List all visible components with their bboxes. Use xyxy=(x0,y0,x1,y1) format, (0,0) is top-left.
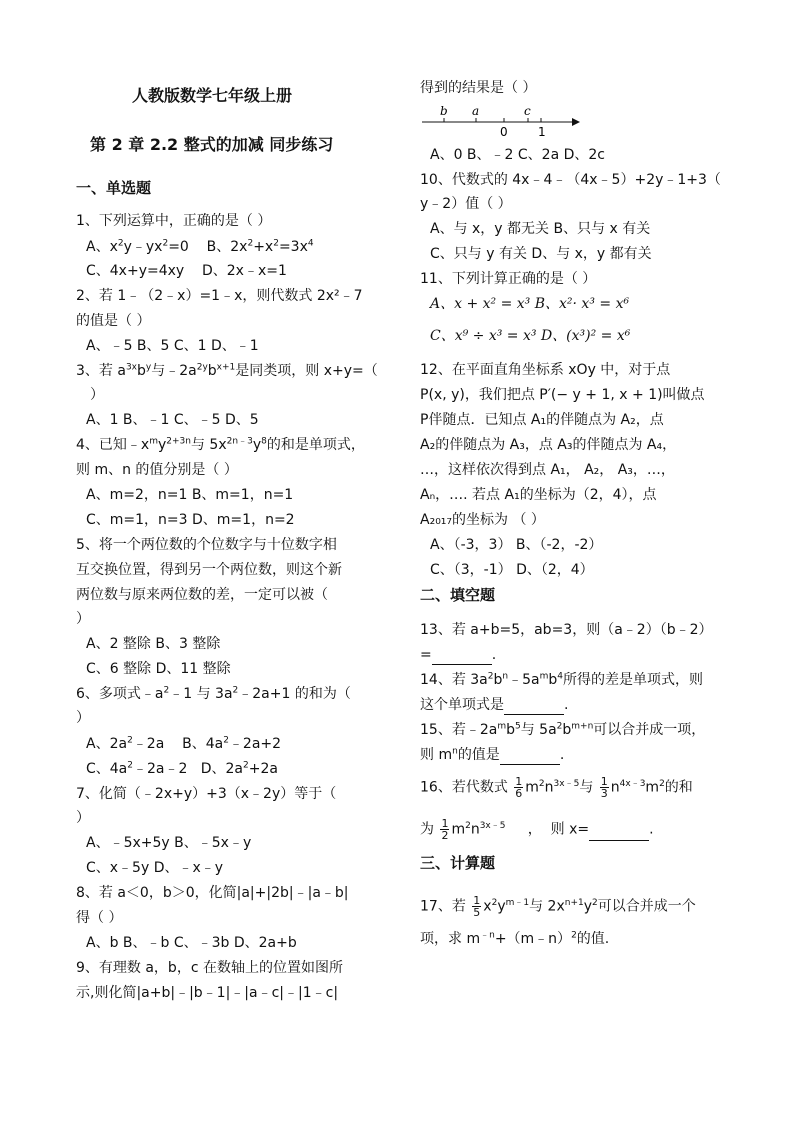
question-9-line-1: 9、有理数 a，b，c 在数轴上的位置如图所 xyxy=(76,960,343,976)
question-6-options-cd: C、$4a^2﹣2a﹣2$ D、$2a^2+2a$ xyxy=(86,760,278,777)
question-8-line-2: 得（ ） xyxy=(76,910,123,926)
question-6-options-ab: A、$2a^2﹣2a$ B、$4a^2﹣2a+2$ xyxy=(86,735,282,752)
number-line-figure xyxy=(420,100,590,140)
fraction-one-third: $\frac{1}{3}$ xyxy=(600,775,608,800)
label-b: b xyxy=(440,104,448,118)
question-4-options-cd: C、m=1，n=3 D、m=1，n=2 xyxy=(86,512,295,528)
fraction-one-half: $\frac{1}{2}$ xyxy=(441,817,449,842)
question-5-line-2: 互交换位置，得到另一个两位数，则这个新 xyxy=(76,562,342,578)
question-2-line-1: 2、若 1﹣（2﹣x）=1﹣x，则代数式 2x²﹣7 xyxy=(76,288,363,304)
question-5-options-cd: C、6 整除 D、11 整除 xyxy=(86,661,231,677)
label-0: 0 xyxy=(500,125,508,139)
question-13-line-2: = . xyxy=(420,647,497,663)
question-13-line-1: 13、若 a+b=5，ab=3，则（a﹣2）（b﹣2） xyxy=(420,622,713,638)
question-12-options-cd: C、（3，-1） D、（2，4） xyxy=(430,562,594,578)
question-11-options-ab: A、x + x² = x³ B、x²· x³ = x⁶ xyxy=(430,296,630,312)
question-16-line-1: 16、若代数式 $\frac{1}{6}$ $m^2n^{3x﹣5}$与 $\frac{1}{3}$ $n^{4x﹣3}m^2$的和 xyxy=(420,775,693,800)
question-16-line-2: 为 $\frac{1}{2}$ $m^2n^{3x﹣5}$ ， 则 x= . xyxy=(420,817,654,842)
question-12-line-4: A₂的伴随点为 A₃，点 A₃的伴随点为 A₄， xyxy=(420,437,677,453)
question-4-options-ab: A、m=2，n=1 B、m=1，n=1 xyxy=(86,487,294,503)
question-4-line-2: 则 m、n 的值分别是（ ） xyxy=(76,462,238,478)
answer-blank-14[interactable] xyxy=(504,700,564,715)
section-heading-single-choice: 一、单选题 xyxy=(76,179,152,197)
question-1-option-a: A、$x^2y﹣yx^2=0$ B、$2x^2+x^2=3x^4$ xyxy=(86,238,314,255)
question-6-line-2: ） xyxy=(76,710,90,726)
question-12-line-6: Aₙ，…. 若点 A₁的坐标为（2，4），点 xyxy=(420,487,657,503)
question-3-line-1: 3、若 $a^{3x}b^y$与$﹣2a^{2y}b^{x+1}$是同类项，则 x+y=（ xyxy=(76,362,378,379)
answer-blank-15[interactable] xyxy=(500,750,560,765)
question-14-line-1: 14、若 $3a^2b^n﹣5a^mb^4$所得的差是单项式，则 xyxy=(420,671,704,688)
question-9-options: A、0 B、﹣2 C、2a D、2c xyxy=(430,147,605,163)
question-15-line-1: 15、若$﹣2a^mb^5$与 $5a^2b^{m+n}$可以合并成一项， xyxy=(420,721,706,738)
question-7-options-ab: A、﹣5x+5y B、﹣5x﹣y xyxy=(86,835,252,851)
question-17-line-1: 17、若 $\frac{1}{5}$ $x^2y^{m﹣1}$与 $2x^{n+1}y^2$可以合并成一个 xyxy=(420,894,696,919)
question-17-line-2: 项，求 $m^{﹣n}+(m﹣n)^2$的值. xyxy=(420,930,610,947)
question-12-options-ab: A、（-3，3） B、（-2，-2） xyxy=(430,537,603,553)
question-10-line-2: y﹣2）值（ ） xyxy=(420,196,512,212)
question-7-line-1: 7、化简（﹣2x+y）+3（x﹣2y）等于（ xyxy=(76,786,337,802)
question-10-options-ab: A、与 x，y 都无关 B、只与 x 有关 xyxy=(430,221,651,237)
question-14-line-2: 这个单项式是 . xyxy=(420,697,569,713)
question-3-options: A、1 B、﹣1 C、﹣5 D、5 xyxy=(86,412,259,428)
page-subtitle: 第 2 章 2.2 整式的加减 同步练习 xyxy=(90,135,334,154)
label-a: a xyxy=(472,104,480,118)
question-10-line-1: 10、代数式的 4x﹣4﹣（4x﹣5）+2y﹣1+3（ xyxy=(420,172,721,188)
question-8-line-1: 8、若 a＜0，b＞0，化简|a|+|2b|﹣|a﹣b| xyxy=(76,885,349,901)
question-12-line-7: A₂₀₁₇的坐标为 （ ） xyxy=(420,512,545,528)
section-heading-fill-blank: 二、填空题 xyxy=(420,586,496,604)
answer-blank-16[interactable] xyxy=(589,826,649,841)
question-6-line-1: 6、多项式$﹣a^2﹣1$ 与 $3a^2﹣2a+1$ 的和为（ xyxy=(76,685,351,702)
question-5-line-4: ） xyxy=(76,611,90,627)
label-1: 1 xyxy=(538,125,546,139)
question-12-line-3: P伴随点．已知点 A₁的伴随点为 A₂，点 xyxy=(420,412,664,428)
page-title: 人教版数学七年级上册 xyxy=(132,86,293,105)
question-7-line-2: ） xyxy=(76,810,90,826)
question-10-options-cd: C、只与 y 有关 D、与 x，y 都有关 xyxy=(430,246,652,262)
question-8-options: A、b B、﹣b C、﹣3b D、2a+b xyxy=(86,935,297,951)
question-9-line-3: 得到的结果是（ ） xyxy=(420,80,537,96)
question-12-line-1: 12、在平面直角坐标系 xOy 中，对于点 xyxy=(420,362,671,378)
number-line-arrow xyxy=(572,118,580,126)
question-15-line-2: 则 $m^n$的值是 . xyxy=(420,746,565,763)
label-c: c xyxy=(524,104,531,118)
question-12-line-5: …，这样依次得到点 A₁， A₂， A₃，…， xyxy=(420,462,675,478)
question-12-line-2: P(x, y)，我们把点 P′(− y + 1, x + 1)叫做点 xyxy=(420,387,705,403)
question-4-line-1: 4、已知$﹣x^my^{2+3n}$与 $5x^{2n﹣3}y^8$的和是单项式， xyxy=(76,436,365,453)
question-2-line-2: 的值是（ ） xyxy=(76,313,151,329)
fraction-one-sixth: $\frac{1}{6}$ xyxy=(515,775,523,800)
question-11-options-cd: C、x⁹ ÷ x³ = x³ D、(x³)² = x⁶ xyxy=(430,328,631,344)
question-2-options: A、﹣5 B、5 C、1 D、﹣1 xyxy=(86,338,259,354)
question-11-stem: 11、下列计算正确的是（ ） xyxy=(420,271,597,287)
question-1-stem: 1、下列运算中，正确的是（ ） xyxy=(76,213,272,229)
question-5-line-1: 5、将一个两位数的个位数字与十位数字相 xyxy=(76,537,337,553)
question-7-options-cd: C、x﹣5y D、﹣x﹣y xyxy=(86,860,224,876)
question-5-options-ab: A、2 整除 B、3 整除 xyxy=(86,636,221,652)
question-3-line-2: ） xyxy=(90,387,104,403)
question-9-line-2: 示,则化简|a+b|﹣|b﹣1|﹣|a﹣c|﹣|1﹣c| xyxy=(76,985,339,1001)
fraction-one-fifth: $\frac{1}{5}$ xyxy=(473,894,481,919)
section-heading-calculation: 三、计算题 xyxy=(420,854,496,872)
question-1-option-c: C、4x+y=4xy D、2x﹣x=1 xyxy=(86,263,287,279)
question-5-line-3: 两位数与原来两位数的差，一定可以被（ xyxy=(76,587,328,603)
answer-blank-13[interactable] xyxy=(432,650,492,665)
